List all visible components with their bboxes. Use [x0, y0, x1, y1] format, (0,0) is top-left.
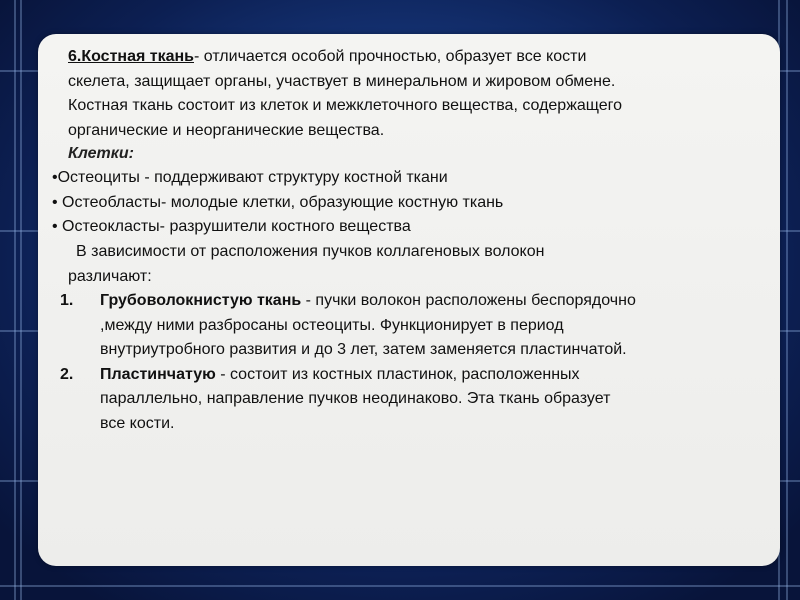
- intro-line-1-rest: - отличается особой прочностью, образует все кости: [194, 48, 587, 65]
- classification-line-1: В зависимости от расположения пучков коллагеновых волокон: [76, 243, 545, 260]
- list-item: •Остеоциты - поддерживают структуру костной ткани: [52, 169, 448, 186]
- term: Грубоволокнистую ткань: [100, 292, 302, 309]
- list-item-line: ,между ними разбросаны остеоциты. Функционирует в период: [100, 316, 564, 334]
- background-grid-line: [14, 0, 16, 600]
- list-item: • Остеокласты- разрушители костного вещества: [52, 218, 411, 236]
- list-item-line: [100, 289, 780, 314]
- cells-list: [52, 166, 503, 240]
- tissue-types-list: [60, 289, 780, 437]
- list-number: 1.: [60, 292, 74, 309]
- cells-heading: Клетки:: [68, 145, 134, 162]
- list-item: [60, 363, 780, 437]
- classification-line-2: различают:: [68, 267, 152, 285]
- list-item-line: внутриутробного развития и до 3 лет, затем заменяется пластинчатой.: [100, 341, 627, 359]
- background-grid-line: [786, 0, 788, 600]
- term-description: - состоит из костных пластинок, расположенных: [215, 365, 580, 383]
- intro-line-1: [68, 45, 622, 70]
- list-item: • Остеобласты- молодые клетки, образующие костную ткань: [52, 193, 504, 211]
- list-item-line: параллельно, направление пучков неодинаково. Эта ткань образует: [100, 390, 611, 408]
- section-title: 6.Костная ткань: [68, 48, 194, 65]
- intro-line-4: органические и неорганические вещества.: [68, 121, 385, 139]
- list-item-line: [100, 363, 780, 388]
- background-grid-line: [20, 0, 22, 600]
- intro-paragraph: [68, 45, 622, 143]
- list-item-line: все кости.: [100, 414, 175, 432]
- intro-line-2: скелета, защищает органы, участвует в минеральном и жировом обмене.: [68, 72, 616, 90]
- classification-intro: [68, 240, 544, 289]
- list-number: 2.: [60, 365, 74, 383]
- intro-line-3: Костная ткань состоит из клеток и межклеточного вещества, содержащего: [68, 97, 623, 115]
- term-description: - пучки волокон расположены беспорядочно: [301, 292, 636, 309]
- background-grid-line: [0, 585, 800, 587]
- term: Пластинчатую: [100, 365, 216, 383]
- list-item: [60, 289, 780, 363]
